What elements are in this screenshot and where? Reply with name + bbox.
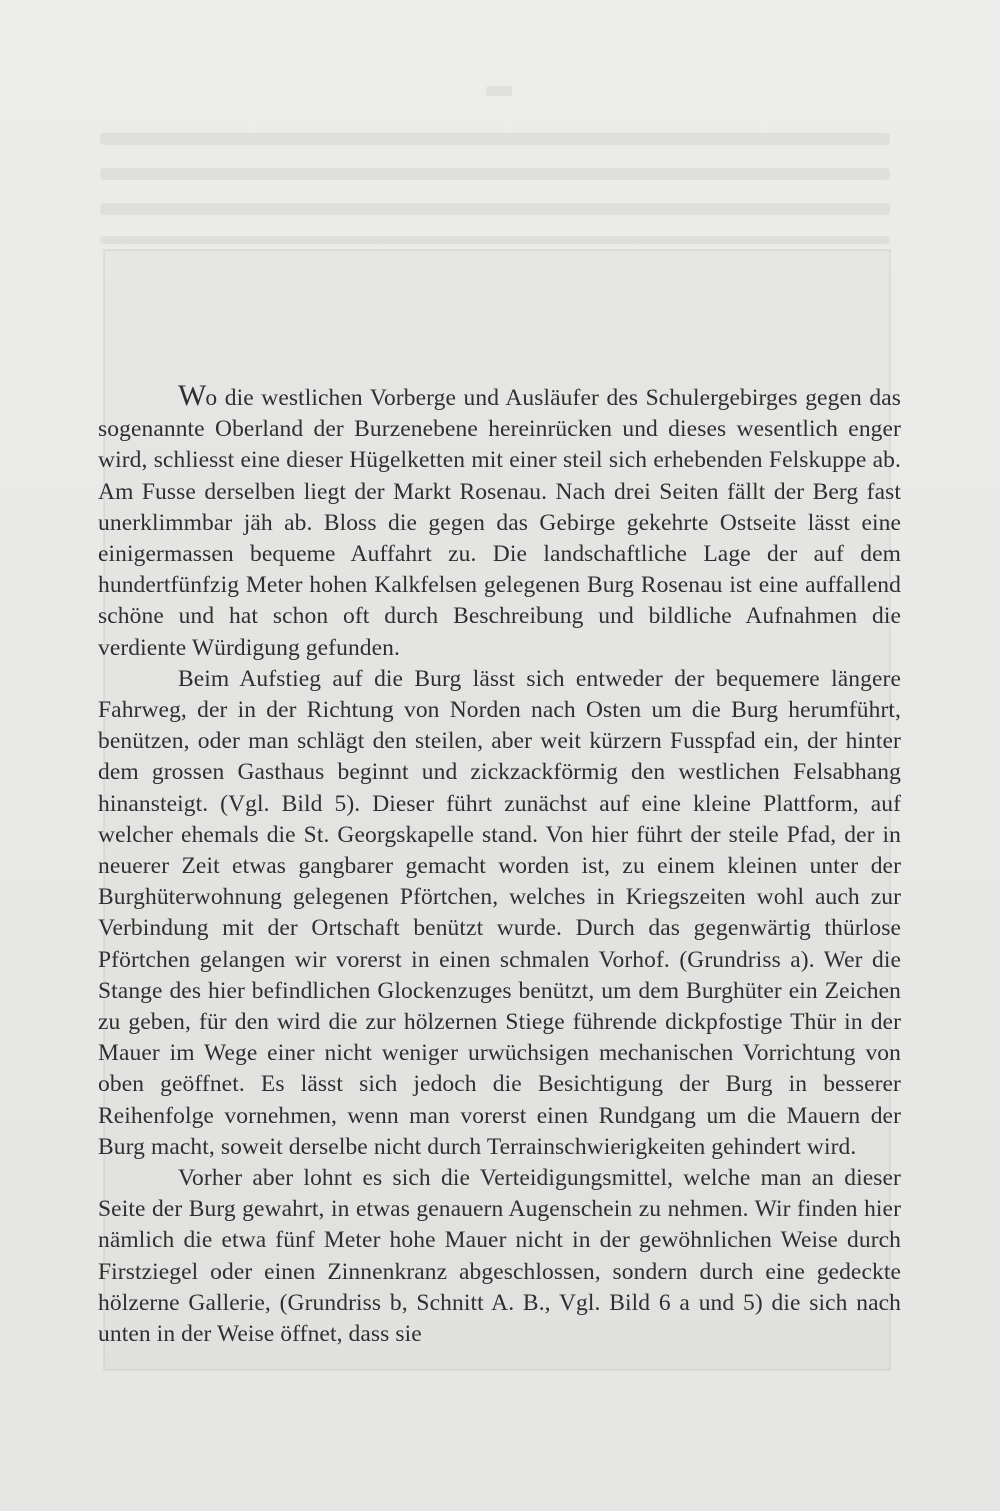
paragraph-1: [98, 380, 901, 664]
paragraph-1-text: die westlichen Vorberge und Ausläufer des Schulergebirges gegen das sogenannte Oberland der Burzenebene hereinrücken und dieses wesentlich enger wird, schliesst eine dieser Hügelketten mit einer steil sich erhebenden Felskuppe ab. Am Fusse derselben liegt der Markt Rosenau. Nach drei Seiten fällt der Berg fast unerklimmbar jäh ab. Bloss die gegen das Gebirge gekehrte Ostseite lässt eine einigermassen bequeme Auffahrt zu. Die landschaftliche Lage der auf dem hundertfünfzig Meter hohen Kalkfelsen gelegenen Burg Rosenau ist eine auffallend schöne und hat schon oft durch Beschreibung und bildliche Aufnahmen die verdiente Würdigung gefunden.: [98, 385, 901, 661]
initial-rest: o: [205, 385, 218, 411]
initial-letter: W: [178, 379, 206, 412]
paragraph-2: Beim Aufstieg auf die Burg lässt sich entweder der bequemere längere Fahrweg, der in der Richtung von Norden nach Osten um die Burg herumführt, benützen, oder man schlägt den steilen, aber weit kürzern Fusspfad ein, der hinter dem grossen Gasthaus beginnt und zickzackförmig den westlichen Felsabhang hinansteigt. (Vgl. Bild 5). Dieser führt zunächst auf eine kleine Plattform, auf welcher ehemals die St. Georgskapelle stand. Von hier führt der steile Pfad, der in neuerer Zeit etwas gangbarer gemacht worden ist, zu einem kleinen unter der Burghüterwohnung gelegenen Pförtchen, welches in Kriegszeiten wohl auch zur Verbindung mit der Ortschaft benützt wurde. Durch das gegenwärtig thürlose Pförtchen gelangen wir vorerst in einen schmalen Vorhof. (Grundriss a). Wer die Stange des hier befindlichen Glockenzuges benützt, um dem Burghüter ein Zeichen zu geben, für den wird die zur hölzernen Stiege führende dickpfostige Thür in der Mauer im Wege einer nicht weniger urwüchsigen mechanischen Vorrichtung von oben geöffnet. Es lässt sich jedoch die Besichtigung der Burg in besserer Reihenfolge vornehmen, wenn man vorerst einen Rundgang um die Mauern der Burg macht, soweit derselbe nicht durch Terrainschwierigkeiten gehindert wird.: [98, 665, 901, 1160]
paragraph-3: Vorher aber lohnt es sich die Verteidigungsmittel, welche man an dieser Seite der Burg gewahrt, in etwas genauern Augenschein zu nehmen. Wir finden hier nämlich die etwa fünf Meter hohe Mauer nicht in der gewöhnlichen Weise durch Firstziegel oder einen Zinnenkranz abgeschlossen, sondern durch eine gedeckte hölzerne Gallerie, (Grundriss b, Schnitt A. B., Vgl. Bild 6 a und 5) die sich nach unten in der Weise öffnet, dass sie: [98, 1165, 901, 1348]
body-text: [98, 380, 901, 1350]
